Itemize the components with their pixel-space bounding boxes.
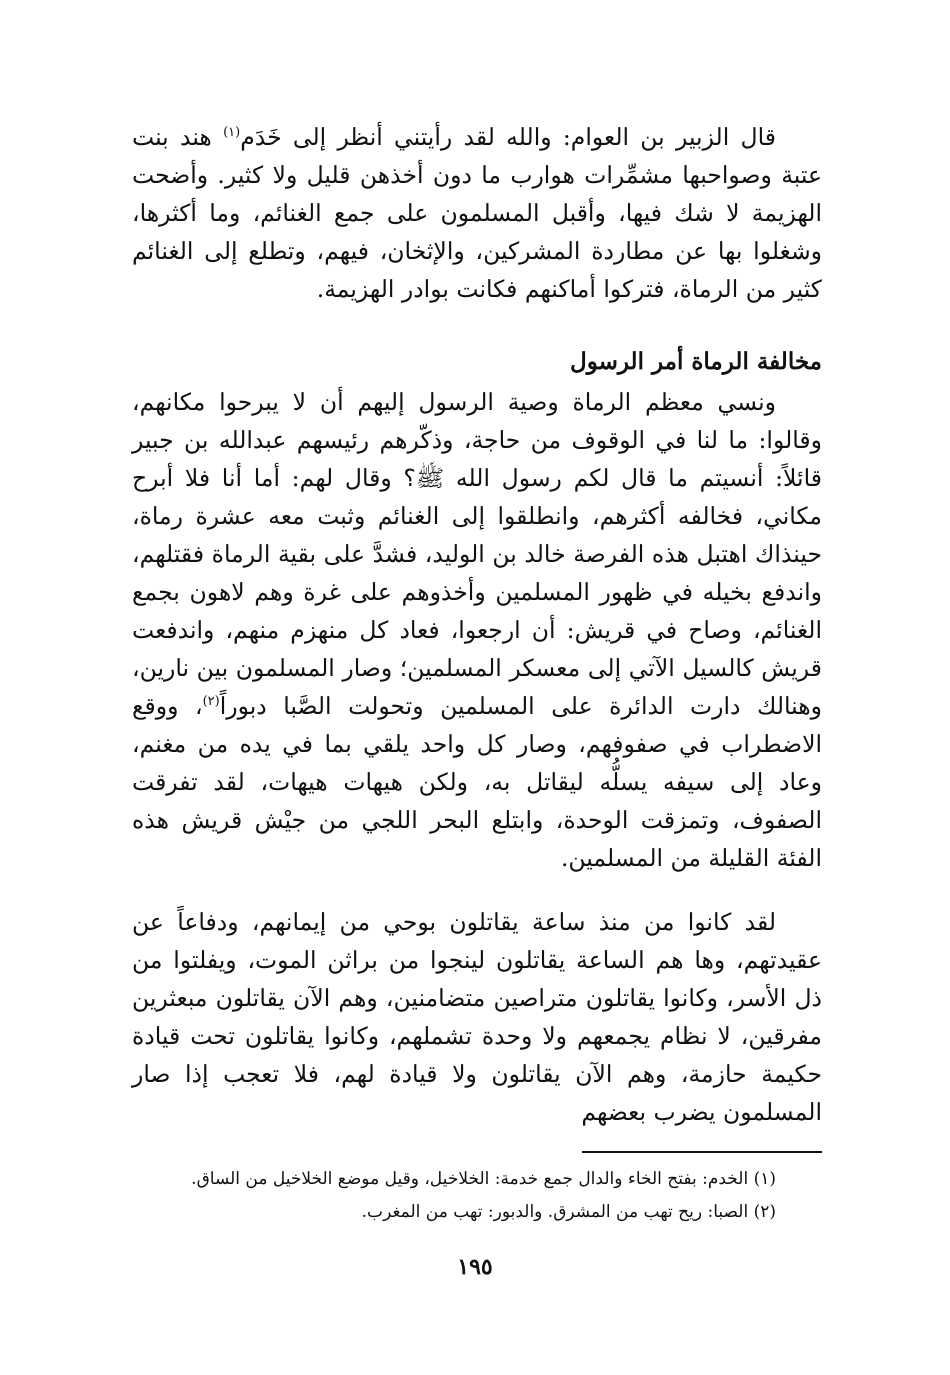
paragraph-2-before-note: ونسي معظم الرماة وصية الرسول إليهم أن لا يبرحوا مكانهم، وقالوا: ما لنا في الوقوف من حاجة، وذكّرهم رئيسهم عبدالله بن جبير قائلاً: أنسيتم ما قال لكم رسول الله ﷺ؟ وقال لهم: أما أنا فلا أبرح مكاني، فخالفه أكثرهم، وانطلقوا إلى الغنائم وثبت معه عشرة رماة، حينذاك اهتبل هذه الفرصة خالد بن الوليد، فشدَّ على بقية الرماة فقتلهم، واندفع بخيله في ظهور المسلمين وأخذوهم على غرة وهم لاهون بجمع الغنائم، وصاح في قريش: أن ارجعوا، فعاد كل منهزم منهم، واندفعت قريش كالسيل الآتي إلى معسكر المسلمين؛ وصار المسلمون بين نارين، وهنالك دارت الدائرة على المسلمين وتحولت الصَّبا دبوراً <box>132 388 822 720</box>
paragraph-2 <box>132 383 822 877</box>
footnote-marker-2: (٢) <box>202 694 220 710</box>
footnote-marker-1: (١) <box>223 125 241 141</box>
paragraph-1-after-note: هند بنت عتبة وصواحبها مشمِّرات هوارب ما دون أخذهن قليل ولا كثير. وأضحت الهزيمة لا شك فيها، وأقبل المسلمون على جمع الغنائم، وما أكثرها، وشغلوا بها عن مطاردة المشركين، والإثخان، فيهم، وتطلع إلى الغنائم كثير من الرماة، فتركوا أماكنهم فكانت بوادر الهزيمة. <box>132 123 822 303</box>
paragraph-2-text <box>132 383 822 877</box>
footnote-divider <box>582 1151 822 1153</box>
paragraph-1-before-note: قال الزبير بن العوام: والله لقد رأيتني أنظر إلى خَدَم <box>240 123 776 151</box>
footnote-1: (١) الخدم: بفتح الخاء والدال جمع خدمة: الخلاخيل، وقيل موضع الخلاخيل من الساق. <box>191 1169 776 1189</box>
page-number: ١٩٥ <box>457 1254 493 1280</box>
paragraph-3 <box>132 903 822 1131</box>
paragraph-1-text <box>132 118 822 308</box>
footnotes <box>122 1163 822 1229</box>
section-heading: مخالفة الرماة أمر الرسول <box>570 348 822 375</box>
paragraph-3-text: لقد كانوا من منذ ساعة يقاتلون بوحي من إيمانهم، ودفاعاً عن عقيدتهم، وها هم الساعة يقاتلون لينجوا من براثن الموت، ويفلتوا من ذل الأسر، وكانوا يقاتلون متراصين متضامنين، وهم الآن يقاتلون مبعثرين مفرقين، لا نظام يجمعهم ولا وحدة تشملهم، وكانوا يقاتلون تحت قيادة حكيمة حازمة، وهم الآن يقاتلون ولا قيادة لهم، فلا تعجب إذا صار المسلمون يضرب بعضهم <box>132 908 822 1126</box>
footnote-2: (٢) الصبا: ريح تهب من المشرق. والدبور: تهب من المغرب. <box>361 1202 776 1222</box>
paragraph-1 <box>132 118 822 308</box>
paragraph-2-after-note: ، ووقع الاضطراب في صفوفهم، وصار كل واحد يلقي بما في يده من مغنم، وعاد إلى سيفه يسلُّه ليقاتل به، ولكن هيهات هيهات، لقد تفرقت الصفوف، وتمزقت الوحدة، وابتلع البحر اللجي من جيْش قريش هذه الفئة القليلة من المسلمين. <box>132 692 822 872</box>
